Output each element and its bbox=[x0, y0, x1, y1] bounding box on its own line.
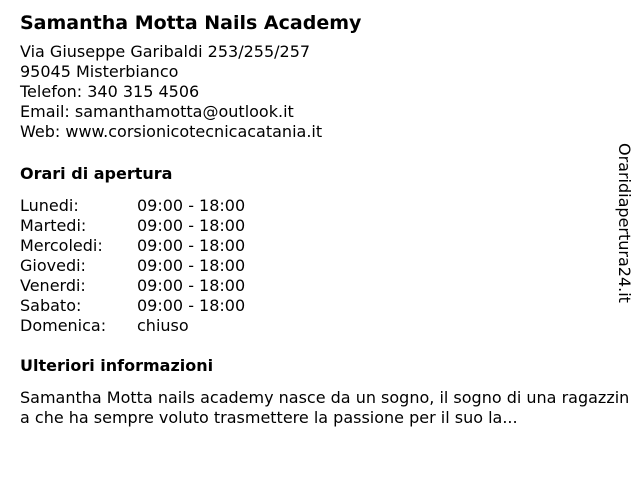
time-value: 09:00 - 18:00 bbox=[137, 236, 246, 255]
address-city: 95045 Misterbianco bbox=[20, 62, 179, 81]
hours-row-tuesday bbox=[20, 216, 620, 236]
opening-hours-table bbox=[20, 196, 620, 336]
day-label: Mercoledi: bbox=[20, 236, 103, 255]
time-value: chiuso bbox=[137, 316, 189, 335]
day-label: Venerdi: bbox=[20, 276, 86, 295]
watermark bbox=[612, 135, 636, 310]
day-label: Domenica: bbox=[20, 316, 107, 335]
time-value: 09:00 - 18:00 bbox=[137, 296, 246, 315]
time-value: 09:00 - 18:00 bbox=[137, 216, 246, 235]
hours-row-wednesday bbox=[20, 236, 620, 256]
opening-hours-title: Orari di apertura bbox=[20, 164, 173, 183]
business-name: Samantha Motta Nails Academy bbox=[20, 12, 362, 34]
email-text: Email: samanthamotta@outlook.it bbox=[20, 102, 294, 121]
address-street: Via Giuseppe Garibaldi 253/255/257 bbox=[20, 42, 311, 61]
contact-block bbox=[20, 42, 620, 142]
phone-text: Telefon: 340 315 4506 bbox=[20, 82, 200, 101]
day-label: Giovedi: bbox=[20, 256, 86, 275]
hours-row-friday bbox=[20, 276, 620, 296]
hours-row-thursday bbox=[20, 256, 620, 276]
time-value: 09:00 - 18:00 bbox=[137, 276, 246, 295]
website-text: Web: www.corsionicotecnicacatania.it bbox=[20, 122, 323, 141]
time-value: 09:00 - 18:00 bbox=[137, 256, 246, 275]
watermark-text: Oraridiapertura24.it bbox=[615, 142, 634, 303]
more-info-text: Samantha Motta nails academy nasce da un sogno, il sogno di una ragazzina che ha sempre voluto trasmettere la passione per il suo la... bbox=[20, 388, 630, 427]
more-info-title: Ulteriori informazioni bbox=[20, 356, 214, 375]
day-label: Lunedi: bbox=[20, 196, 79, 215]
hours-row-saturday bbox=[20, 296, 620, 316]
hours-row-sunday bbox=[20, 316, 620, 336]
time-value: 09:00 - 18:00 bbox=[137, 196, 246, 215]
day-label: Sabato: bbox=[20, 296, 82, 315]
day-label: Martedi: bbox=[20, 216, 87, 235]
hours-row-monday bbox=[20, 196, 620, 216]
